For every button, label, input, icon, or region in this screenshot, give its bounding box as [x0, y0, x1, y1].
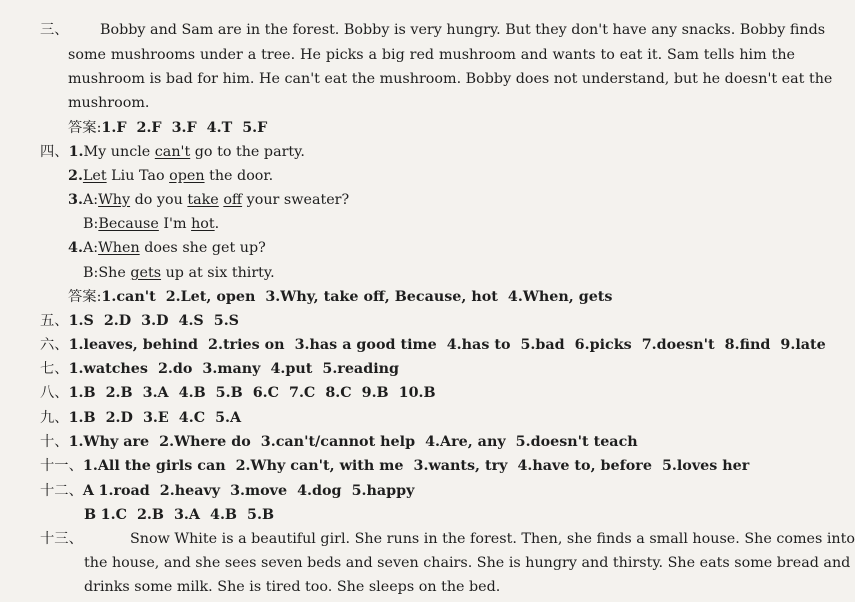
section-7: 七、1.watches 2.do 3.many 4.put 5.reading: [40, 361, 400, 377]
section-3-line-3: mushroom is bad for him. He can't eat the mushroom. Bobby does not understand, but he doesn't eat the: [68, 71, 833, 87]
section-4-q3-b: B:Because I'm hot.: [83, 216, 220, 232]
section-13-line-3: drinks some milk. She is tired too. She sleeps on the bed.: [84, 579, 501, 595]
section-4-q4-b: B:She gets up at six thirty.: [83, 265, 275, 281]
section-4-answers: 答案:1.can't 2.Let, open 3.Why, take off, Because, hot 4.When, gets: [68, 289, 613, 305]
section-8: 八、1.B 2.B 3.A 4.B 5.B 6.C 7.C 8.C 9.B 10.B: [40, 385, 436, 401]
section-9: 九、1.B 2.D 3.E 4.C 5.A: [40, 410, 242, 426]
section-4-q4-a: 4.A:When does she get up?: [68, 240, 266, 256]
section-12-a: 十二、A 1.road 2.heavy 3.move 4.dog 5.happy: [40, 483, 415, 499]
section-3-line-4: mushroom.: [68, 95, 150, 111]
section-13-number: 十三、: [40, 531, 83, 547]
answer-label: 答案:: [68, 120, 102, 136]
section-3-line-1: Bobby and Sam are in the forest. Bobby is very hungry. But they don't have any snacks. Bobby finds: [100, 22, 826, 38]
section-3-answers: 答案:1.F 2.F 3.F 4.T 5.F: [68, 120, 268, 136]
section-12-b: B 1.C 2.B 3.A 4.B 5.B: [84, 507, 275, 523]
section-4-q2: 2.Let Liu Tao open the door.: [68, 168, 274, 184]
section-4-q1: 四、1.My uncle can't go to the party.: [40, 144, 305, 160]
section-3-number: 三、: [40, 22, 69, 38]
section-6: 六、1.leaves, behind 2.tries on 3.has a good time 4.has to 5.bad 6.picks 7.doesn't 8.find 9.late: [40, 337, 826, 353]
section-4-q3-a: 3.A:Why do you take off your sweater?: [68, 192, 350, 208]
section-11: 十一、1.All the girls can 2.Why can't, with me 3.wants, try 4.have to, before 5.loves her: [40, 458, 750, 474]
section-5: 五、1.S 2.D 3.D 4.S 5.S: [40, 313, 239, 329]
section-13-line-1: Snow White is a beautiful girl. She runs in the forest. Then, she finds a small house. She comes into: [130, 531, 855, 547]
section-13-line-2: the house, and she sees seven beds and seven chairs. She is hungry and thirsty. She eats some bread and: [84, 555, 851, 571]
section-10: 十、1.Why are 2.Where do 3.can't/cannot help 4.Are, any 5.doesn't teach: [40, 434, 638, 450]
section-3-line-2: some mushrooms under a tree. He picks a big red mushroom and wants to eat it. Sam tells him the: [68, 47, 795, 63]
